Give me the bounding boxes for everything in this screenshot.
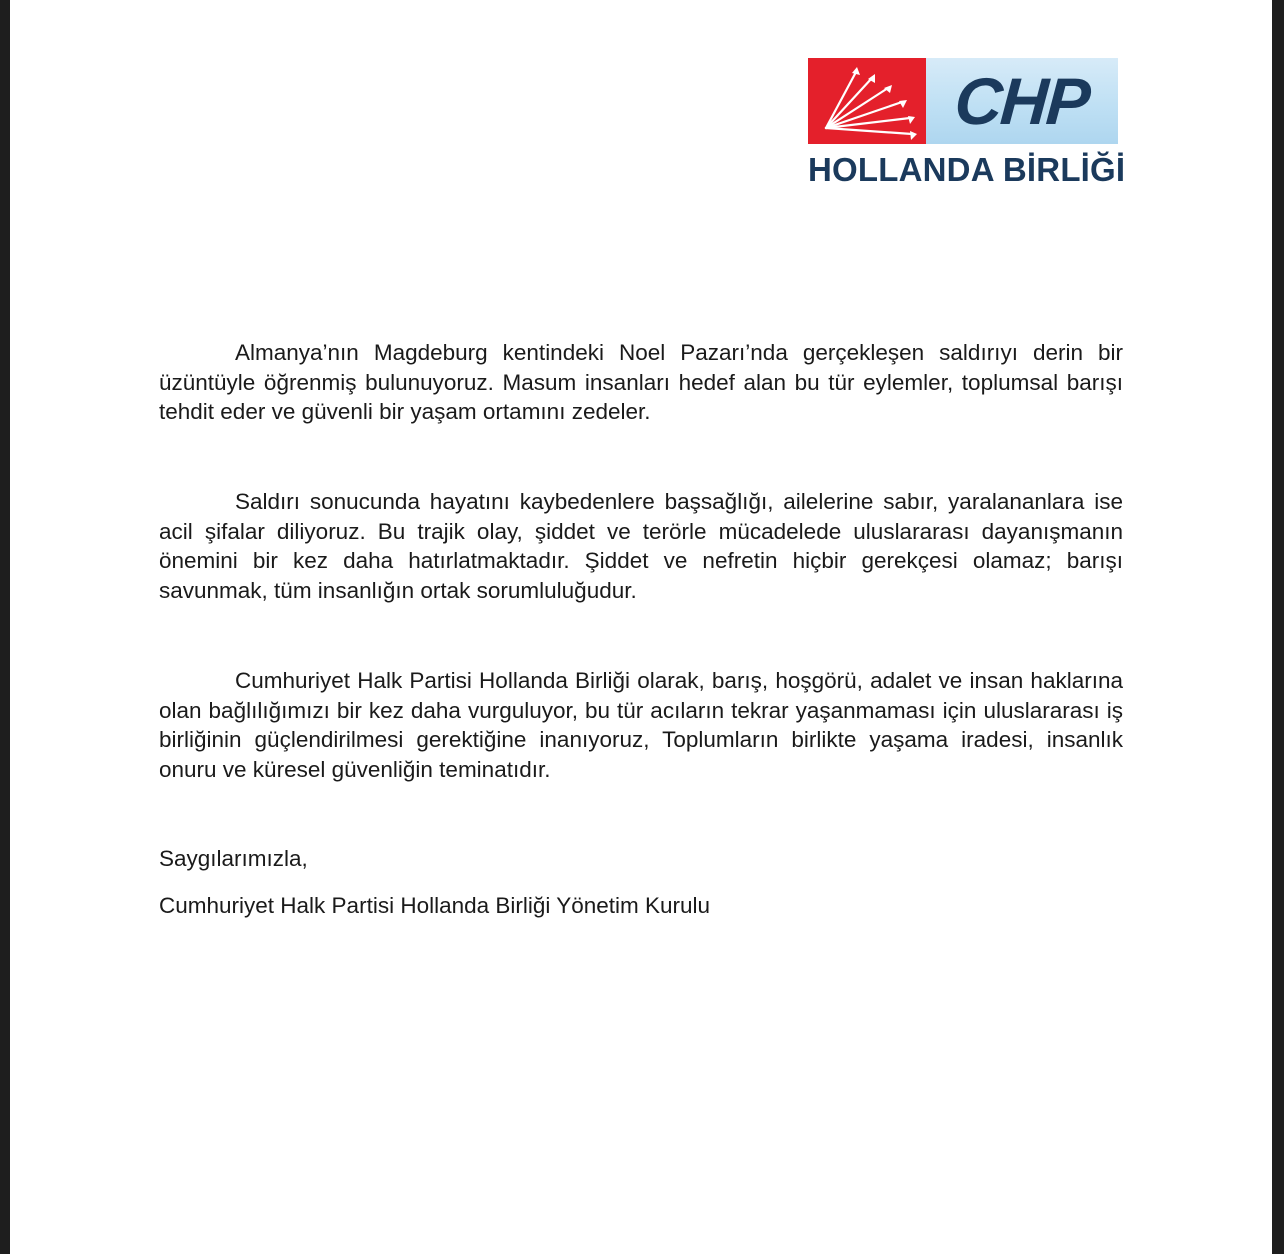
logo-subtitle: HOLLANDA BİRLİĞİ [808, 151, 1126, 188]
signature: Cumhuriyet Halk Partisi Hollanda Birliği Yönetim Kurulu [159, 893, 711, 918]
letter-page [10, 0, 1272, 1254]
paragraph-2: Saldırı sonucunda hayatını kaybedenlere başsağlığı, ailelerine sabır, yaralananlara ise acil şifalar diliyoruz. Bu trajik olay, şiddet ve terörle mücadelede uluslararası dayanışmanın önemini bir kez daha hatırlatmaktadır. Şiddet ve nefretin hiçbir gerekçesi olamaz; barışı savunmak, tüm insanlığın ortak sorumluluğudur. [159, 489, 1123, 603]
six-arrows-emblem [808, 58, 926, 144]
chp-logo [808, 58, 1126, 192]
six-arrows-icon [808, 58, 926, 144]
logo-wordmark: CHP [952, 64, 1092, 138]
logo-wordmark-panel [926, 58, 1118, 144]
paragraph-3: Cumhuriyet Halk Partisi Hollanda Birliği olarak, barış, hoşgörü, adalet ve insan haklarına olan bağlılığımızı bir kez daha vurguluyor, bu tür acıların tekrar yaşanmaması için uluslararası iş birliğinin güçlendirilmesi gerektiğine inanıyoruz, Toplumların birlikte yaşama iradesi, insanlık onuru ve küresel güvenliğin teminatıdır. [159, 668, 1123, 782]
logo-banner [808, 58, 1118, 144]
closing-greeting: Saygılarımızla, [159, 846, 308, 871]
paragraph-1: Almanya’nın Magdeburg kentindeki Noel Pazarı’nda gerçekleşen saldırıyı derin bir üzüntüyle öğrenmiş bulunuyoruz. Masum insanları hedef alan bu tür eylemler, toplumsal barışı tehdit eder ve güvenli bir yaşam ortamını zedeler. [159, 340, 1123, 424]
